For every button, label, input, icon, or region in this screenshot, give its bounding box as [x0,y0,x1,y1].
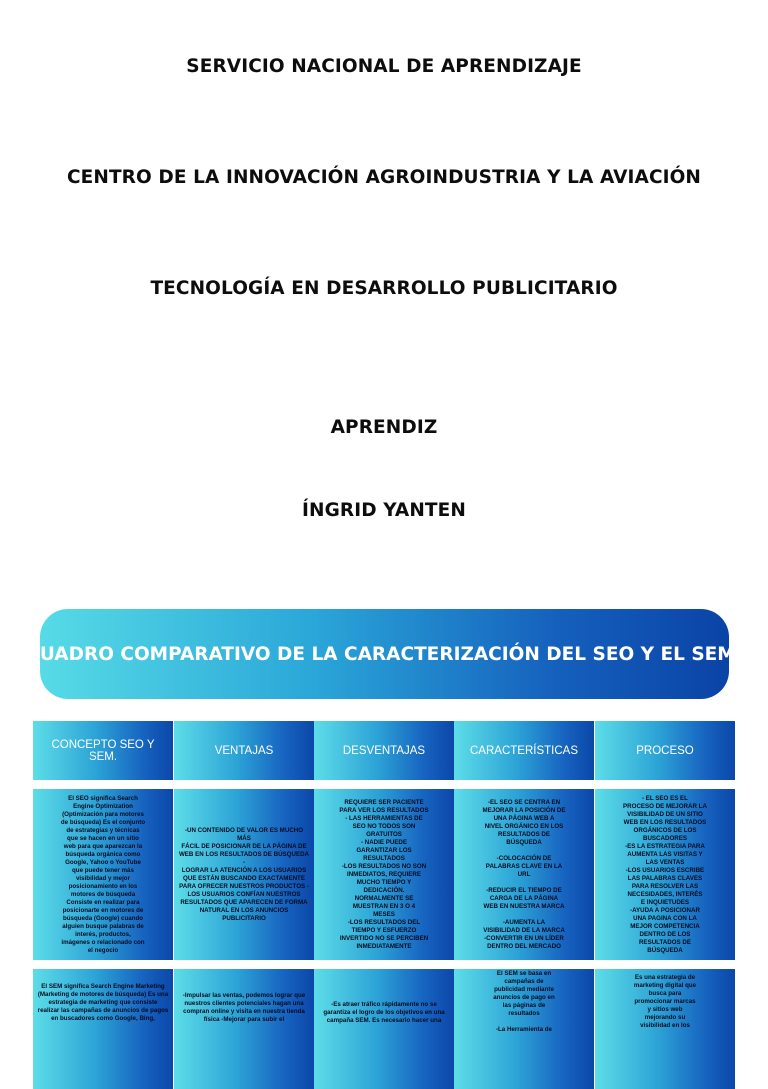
sem-process-cell [595,969,735,1089]
column-header-label: CONCEPTO SEO Y SEM. [51,738,155,763]
seo-advantages-cell [174,789,314,960]
column-header-label: VENTAJAS [214,744,274,757]
cell-text: El SEM significa Search Engine Marketing (Marketing de motores de búsqueda) Es una estrategia de marketing que consiste realizar las campañas de anuncios de pagos en buscadores como Google, Bing, [37,983,169,1022]
role-label: APRENDIZ [330,417,438,438]
cell-text: -Es atraer tráfico rápidamente no se garantiza el logro de los objetivos en una campaña SEM. Es necesario hacer una [323,1001,445,1024]
cell-text: El SEO significa Search Engine Optimization (Optimización para motores de búsqueda) Es el conjunto de estrategias y técnicas que se hacen en un sitio web para que aparezcan la búsqueda orgánica como Google, Yahoo o YouTube que puede tener más visibilidad y mejor posicionamiento en los motores de búsqueda Consiste en realizar para posicionarte en motores de búsqueda (Google) cuando alguien busque palabras de interés, productos, imágenes o relacionado con el negocio [60,794,146,954]
seo-disadvantages-cell [314,789,454,960]
cell-text: -Impulsar las ventas, podemos lograr que nuestros clientes potenciales hagan una compran online y visita en nuestra tienda física -Mejorar para subir el [182,992,306,1023]
seo-process-cell [595,789,735,960]
comparison-title-banner [26,609,743,699]
column-header-label: DESVENTAJAS [342,744,426,757]
column-header-process [595,721,735,780]
column-header-label: CARACTERÍSTICAS [470,744,578,757]
sem-characteristics-cell [454,969,594,1089]
cell-text: -UN CONTENIDO DE VALOR ES MUCHO MÁS FÁCIL DE POSICIONAR DE LA PÁGINA DE WEB EN LOS RESULTADOS DE BÚSQUEDA - LOGRAR LA ATENCIÓN A LOS USUARIOS QUE ESTÁN BUSCANDO EXACTAMENTE PARA OFRECER NUESTROS PRODUCTOS - LOS USUARIOS CONFÍAN NUESTROS RESULTADOS QUE APARECEN DE FORMA NATURAL EN LOS ANUNCIOS PUBLICITARIO [178,826,310,922]
cell-text: El SEM se basa en campañas de publicidad mediante anuncios de pago en las páginas de resultados -La Herramienta de [493,970,555,1033]
column-header-characteristics [454,721,594,780]
center-name: CENTRO DE LA INNOVACIÓN AGROINDUSTRIA Y LA AVIACIÓN [66,167,702,188]
seo-characteristics-cell [454,789,594,960]
cell-text: -EL SEO SE CENTRA EN MEJORAR LA POSICIÓN DE UNA PÁGINA WEB A NIVEL ORGÁNICO EN LOS RESULTADOS DE BÚSQUEDA -COLOCACIÓN DE PALABRAS CLAVE EN LA URL -REDUCIR EL TIEMPO DE CARGA DE LA PÁGINA WEB EN NUESTRA MARCA -AUMENTA LA VISIBILIDAD DE LA MARCA -CONVERTIR EN UN LÍDER DENTRO DEL MERCADO [482,798,566,950]
column-header-concept [33,721,173,780]
cell-text: Es una estrategia de marketing digital que busca para promocionar marcas y sitios web mejorando su visibilidad en los [633,974,697,1029]
column-header-advantages [174,721,314,780]
column-header-disadvantages [314,721,454,780]
comparison-title: CUADRO COMPARATIVO DE LA CARACTERIZACIÓN DEL SEO Y EL SEM. [26,643,743,665]
column-header-label: PROCESO [636,744,694,757]
sem-advantages-cell [174,969,314,1089]
cell-text: - EL SEO ES EL PROCESO DE MEJORAR LA VISIBILIDAD DE UN SITIO WEB EN LOS RESULTADOS ORGÁNICOS DE LOS BUSCADORES -ES LA ESTRATEGIA PARA AUMENTA LAS VISITAS Y LAS VENTAS -LOS USUARIOS ESCRIBE LAS PALABRAS CLAVES PARA RESOLVER LAS NECESIDADES, INTERÉS E INQUIETUDES -AYUDA A POSICIONAR UNA PAGINA CON LA MEJOR COMPETENCIA DENTRO DE LOS RESULTADOS DE BÚSQUEDA [623,794,707,954]
cell-text: REQUIERE SER PACIENTE PARA VER LOS RESULTADOS - LAS HERRAMIENTAS DE SEO NO TODOS SON GRATUITOS - NADIE PUEDE GARANTIZAR LOS RESULTADOS -LOS RESULTADOS NO SON INMEDIATOS, REQUIERE MUCHO TIEMPO Y DEDICACIÓN. NORMALMENTE SE MUESTRAN EN 3 O 4 MESES -LOS RESULTADOS DEL TIEMPO Y ESFUERZO INVERTIDO NO SE PERCIBEN INMEDIATAMENTE [339,798,429,950]
sem-disadvantages-cell [314,969,454,1089]
student-name: ÍNGRID YANTEN [302,500,466,521]
program-name: TECNOLOGÍA EN DESARROLLO PUBLICITARIO [150,278,618,299]
sem-concept-cell [33,969,173,1089]
seo-concept-cell [33,789,173,960]
comparison-table [33,721,736,1033]
institution-name: SERVICIO NACIONAL DE APRENDIZAJE [186,56,582,77]
